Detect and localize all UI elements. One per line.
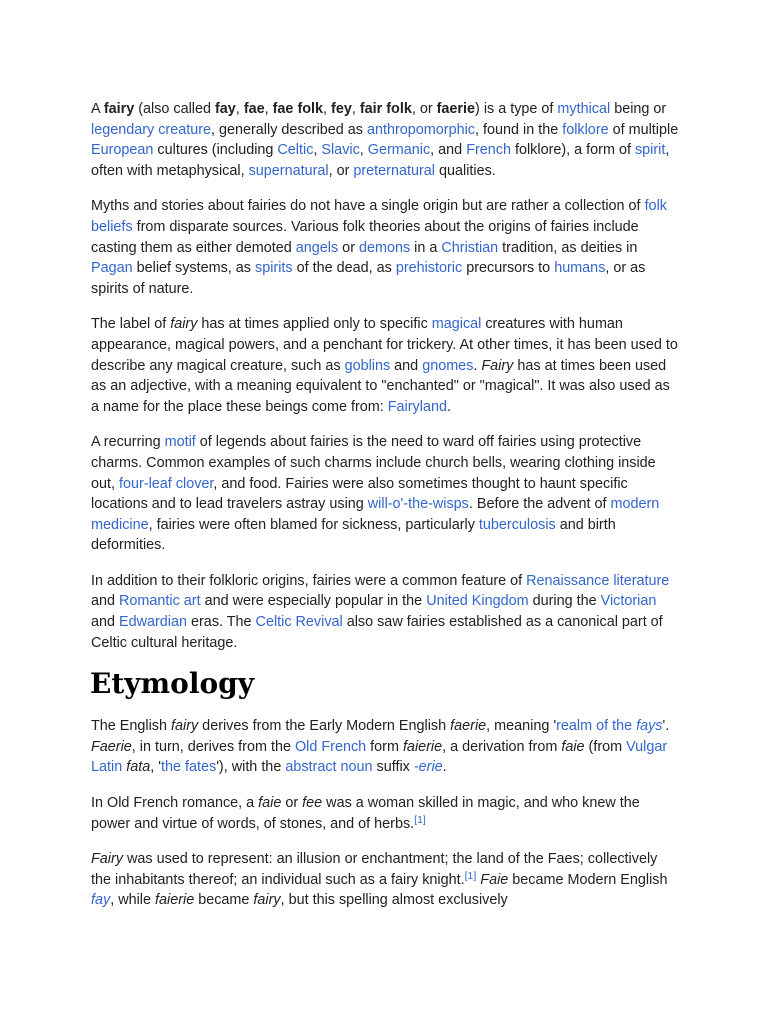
link-mythical[interactable]: mythical — [557, 101, 611, 117]
italic-term: fairy — [171, 718, 199, 735]
text-run: , generally described as — [211, 121, 367, 138]
text-run: In addition to their folkloric origins, fairies were a common feature of — [91, 572, 527, 589]
text-run: ) is a type of — [475, 101, 558, 117]
text-run: belief systems, as — [132, 260, 255, 277]
italic-term: fata — [126, 759, 151, 776]
text-run: and — [91, 614, 120, 631]
italic-term: fee — [302, 795, 323, 812]
citation-link[interactable]: [1] — [464, 869, 477, 882]
bold-term: fae — [243, 101, 265, 117]
text-run: qualities. — [434, 162, 496, 179]
text-run: of legends about fairies is the need to ward off fairies using protective charms. Common examples of such charms include church bells, wearing clothing inside out, — [91, 434, 656, 492]
text-run: and birth deformities. — [91, 516, 616, 554]
text-run: , meaning ' — [486, 718, 557, 735]
link-renaissance-literature[interactable]: Renaissance literature — [526, 572, 670, 589]
text-run: , — [323, 101, 332, 117]
text-run: In Old French romance, a — [91, 795, 259, 812]
link-pagan[interactable]: Pagan — [91, 260, 133, 277]
link-celtic[interactable]: Celtic — [277, 142, 314, 159]
link-spirit[interactable]: spirit — [634, 142, 666, 159]
text-run: . — [473, 357, 482, 374]
link-motif[interactable]: motif — [164, 434, 196, 451]
text-run: Myths and stories about fairies do not have a single origin but are rather a collection of — [91, 198, 645, 215]
text-run: , ' — [150, 759, 161, 776]
etymology-paragraph — [91, 793, 681, 834]
link-vulgar-latin[interactable]: Vulgar Latin — [91, 738, 668, 776]
text-run: , while — [110, 892, 155, 909]
text-run: during the — [528, 593, 601, 610]
italic-term: faie — [258, 795, 282, 812]
link-humans[interactable]: humans — [554, 260, 606, 277]
italic-term: Faerie — [91, 738, 132, 755]
link-the-fates[interactable]: the fates — [160, 759, 217, 776]
text-run: creatures with human appearance, magical powers, and a penchant for trickery. At other times, it has been used to describe any magical creature, such as — [91, 316, 678, 374]
article-content — [91, 99, 681, 926]
link-fairyland[interactable]: Fairyland — [387, 398, 447, 415]
italic-term: Fairy — [481, 357, 514, 374]
text-run: . Before the advent of — [468, 496, 611, 513]
citation-link[interactable]: [1] — [414, 813, 426, 826]
intro-section — [91, 99, 681, 653]
text-run: of the dead, as — [292, 260, 396, 277]
link-legendary-creature[interactable]: legendary creature — [91, 121, 211, 138]
italic-term: fairy — [170, 316, 198, 333]
italic-term: faierie — [402, 738, 443, 755]
bold-term: fae folk — [272, 101, 324, 117]
link-united-kingdom[interactable]: United Kingdom — [426, 593, 529, 610]
text-run: from disparate sources. Various folk theories about the origins of fairies include casting them as either demoted — [91, 218, 639, 256]
italic-term: faierie — [155, 892, 195, 909]
text-run: '. — [662, 718, 670, 735]
text-run: eras. The — [187, 614, 256, 631]
etymology-section — [91, 716, 681, 911]
italic-term: Fairy — [91, 851, 123, 868]
text-run: was a woman skilled in magic, and who knew the power and virtue of words, of stones, and of herbs. — [91, 795, 640, 832]
link-celtic-revival[interactable]: Celtic Revival — [255, 614, 343, 631]
text-run: also saw fairies established as a canonical part of Celtic cultural heritage. — [91, 614, 663, 651]
bold-term: fey — [331, 101, 352, 117]
text-run: and were especially popular in the — [200, 593, 427, 610]
link-tuberculosis[interactable]: tuberculosis — [478, 516, 556, 533]
link-victorian[interactable]: Victorian — [600, 593, 657, 610]
text-run: and — [91, 593, 120, 610]
link-erie[interactable]: -erie — [413, 759, 443, 776]
link-magical[interactable]: magical — [431, 316, 482, 333]
text-run: A — [91, 101, 104, 117]
italic-term: Faie — [480, 871, 509, 888]
text-run: in a — [410, 239, 442, 256]
link-old-french[interactable]: Old French — [294, 738, 367, 755]
link-spirits[interactable]: spirits — [255, 260, 293, 277]
text-run: , — [235, 101, 244, 117]
link-christian[interactable]: Christian — [441, 239, 499, 256]
text-run: precursors to — [462, 260, 555, 277]
link-realm-of-the[interactable]: realm of the — [556, 718, 637, 735]
text-run: , but this spelling almost exclusively — [280, 892, 508, 909]
link-supernatural[interactable]: supernatural — [248, 162, 329, 179]
intro-paragraph — [91, 571, 681, 653]
text-run: , — [264, 101, 273, 117]
text-run: , and food. Fairies were also sometimes thought to haunt specific locations and to lead travelers astray using — [91, 475, 628, 513]
link-romantic-art[interactable]: Romantic art — [119, 593, 201, 610]
text-run: (from — [584, 738, 627, 755]
text-run: or — [281, 795, 303, 812]
text-run: has at times been used as an adjective, with a meaning equivalent to "enchanted" or "magical". It was also used as a name for the place these beings come from: — [91, 357, 670, 415]
section-heading-etymology: Etymology — [90, 667, 255, 701]
text-run: . — [446, 398, 451, 415]
italic-term: faerie — [450, 718, 487, 735]
text-run: , in turn, derives from the — [131, 738, 295, 755]
link-angels[interactable]: angels — [295, 239, 339, 256]
text-run: A recurring — [91, 434, 165, 451]
text-run: , or as spirits of nature. — [91, 260, 646, 297]
text-run: folklore), a form of — [510, 142, 635, 159]
intro-paragraph — [91, 314, 681, 417]
text-run: , a derivation from — [442, 738, 562, 755]
citation-ref — [465, 870, 477, 882]
link-edwardian[interactable]: Edwardian — [119, 614, 188, 631]
link-european[interactable]: European — [91, 142, 154, 159]
bold-term: fay — [215, 101, 236, 117]
text-run: . — [442, 759, 447, 776]
text-run: , — [359, 142, 368, 159]
italic-term: faie — [561, 738, 585, 755]
link-preternatural[interactable]: preternatural — [353, 162, 435, 179]
text-run: tradition, as deities in — [498, 239, 638, 256]
link-folklore[interactable]: folklore — [562, 121, 609, 138]
intro-paragraph — [91, 99, 681, 181]
link-will-o-the-wisps[interactable]: will-o'-the-wisps — [367, 496, 469, 513]
text-run: '), with the — [216, 759, 286, 776]
text-run: The English — [91, 718, 171, 735]
link-slavic[interactable]: Slavic — [321, 142, 360, 159]
text-run: , fairies were often blamed for sickness, particularly — [148, 516, 479, 533]
text-run: was used to represent: an illusion or enchantment; the land of the Faes; collectively the inhabitants thereof; an individual such as a fairy knight. — [91, 851, 658, 888]
italic-term: fairy — [253, 892, 281, 909]
text-run: became Modern English — [508, 871, 668, 888]
bold-term: fairy — [103, 101, 135, 117]
bold-term: faerie — [436, 101, 476, 117]
link-abstract-noun[interactable]: abstract noun — [285, 759, 373, 776]
link-french[interactable]: French — [466, 142, 511, 159]
text-run: , — [351, 101, 360, 117]
link-gnomes[interactable]: gnomes — [422, 357, 474, 374]
etymology-paragraph — [91, 716, 681, 778]
link-prehistoric[interactable]: prehistoric — [395, 260, 463, 277]
intro-paragraph — [91, 432, 681, 556]
link-modern-medicine[interactable]: modern medicine — [91, 496, 660, 533]
text-run: (also called — [134, 101, 216, 117]
text-run: derives from the Early Modern English — [198, 718, 451, 735]
text-run: The label of — [91, 316, 171, 333]
text-run: became — [194, 892, 254, 909]
text-run: , — [313, 142, 322, 159]
link-folk-beliefs[interactable]: folk beliefs — [91, 198, 667, 235]
text-run: , or — [328, 162, 354, 179]
text-run: form — [366, 738, 403, 755]
link-fay[interactable]: fay — [91, 892, 111, 909]
text-run: , and — [430, 142, 467, 159]
text-run: has at times applied only to specific — [197, 316, 432, 333]
link-fays[interactable]: fays — [636, 718, 663, 735]
link-germanic[interactable]: Germanic — [367, 142, 431, 159]
text-run: suffix — [372, 759, 414, 776]
intro-paragraph — [91, 196, 681, 299]
link-demons[interactable]: demons — [358, 239, 411, 256]
text-run: cultures (including — [153, 142, 278, 159]
text-run: of multiple — [608, 121, 679, 138]
text-run: and — [390, 357, 423, 374]
text-run: or — [338, 239, 359, 256]
link-four-leaf-clover[interactable]: four-leaf clover — [119, 475, 214, 492]
citation-ref — [414, 814, 426, 826]
text-run: being or — [610, 101, 667, 117]
link-goblins[interactable]: goblins — [344, 357, 391, 374]
link-anthropomorphic[interactable]: anthropomorphic — [367, 121, 475, 138]
text-run: , often with metaphysical, — [91, 142, 670, 179]
bold-term: fair folk — [359, 101, 412, 117]
text-run: , found in the — [475, 121, 563, 138]
text-run: , or — [411, 101, 437, 117]
etymology-paragraph — [91, 849, 681, 911]
